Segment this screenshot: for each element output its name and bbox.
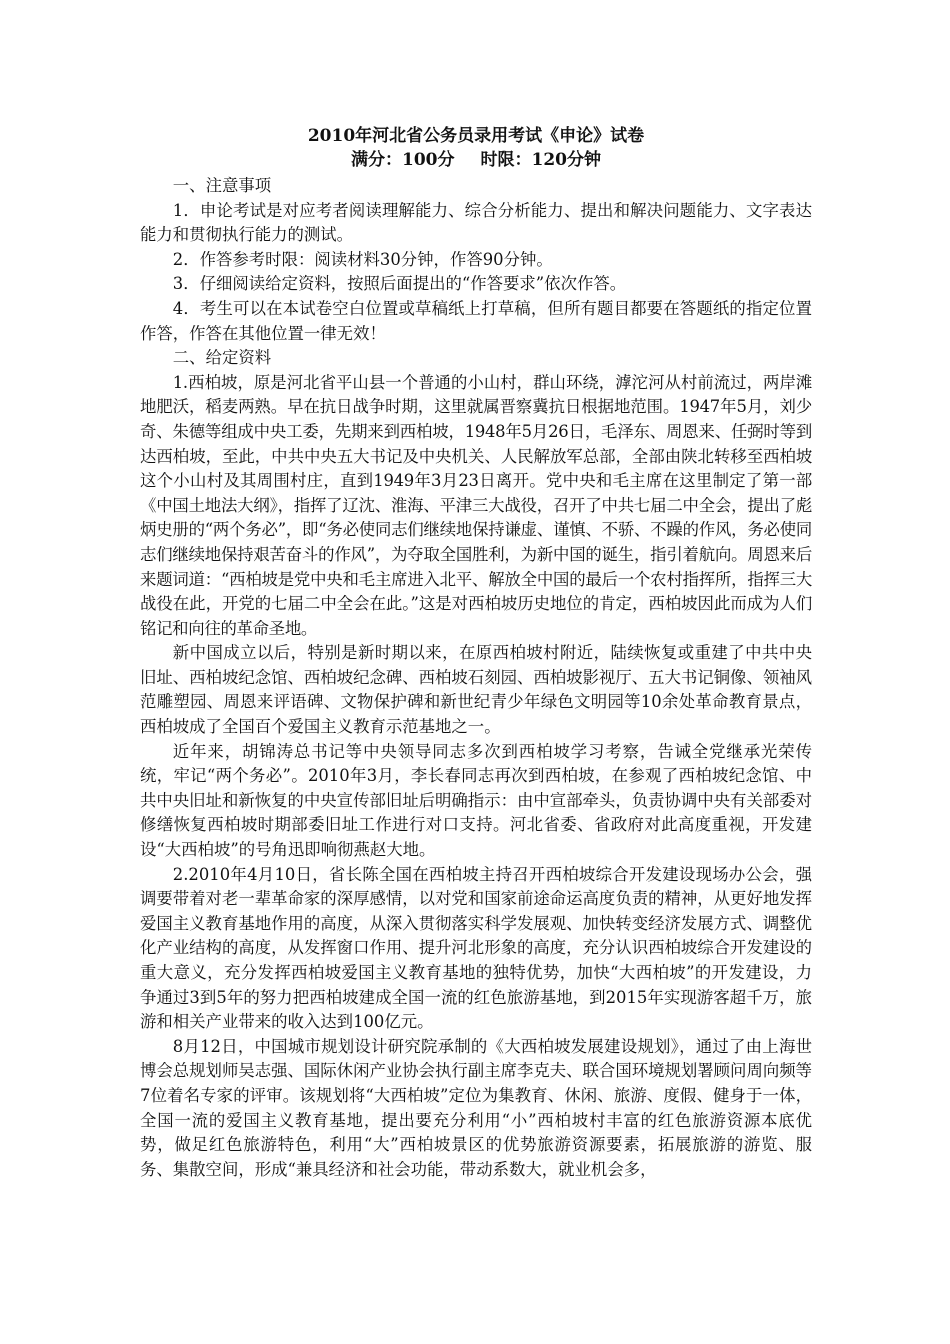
section-heading-notes: 一、注意事项 [172, 176, 272, 195]
material-paragraph-3: 近年来，胡锦涛总书记等中央领导同志多次到西柏坡学习考察，告诫全党继承光荣传统，牢记“两个务必”。2010年3月，李长春同志再次到西柏坡，在参观了西柏坡纪念馆、中共中央旧址和新恢复的中央宣传部旧址后明确指示：由中宣部牵头，负责协调中央有关部委对修缮恢复西柏坡时期部委旧址工作进行对口支持。河北省委、省政府对此高度重视，开发建设“大西柏坡”的号角迅即响彻燕赵大地。 [140, 741, 813, 860]
material-paragraph-4: 2.2010年4月10日，省长陈全国在西柏坡主持召开西柏坡综合开发建设现场办公会，强调要带着对老一辈革命家的深厚感情，以对党和国家前途命运高度负责的精神，从更好地发挥爱国主义教育基地作用的高度，从深入贯彻落实科学发展观、加快转变经济发展方式、调整优化产业结构的高度，从发挥窗口作用、提升河北形象的高度，充分认识西柏坡综合开发建设的重大意义，充分发挥西柏坡爱国主义教育基地的独特优势，加快“大西柏坡”的开发建设，力争通过3到5年的努力把西柏坡建成全国一流的红色旅游基地，到2015年实现游客超千万，旅游和相关产业带来的收入达到100亿元。 [140, 864, 813, 1032]
exam-info [140, 148, 812, 172]
section-heading-materials: 二、给定资料 [172, 348, 272, 368]
document-title: 2010年河北省公务员录用考试《申论》试卷 [307, 126, 645, 146]
note-item-2: 2．作答参考时限：阅读材料30分钟，作答90分钟。 [172, 249, 553, 269]
note-item-3: 3．仔细阅读给定资料，按照后面提出的“作答要求”依次作答。 [172, 274, 627, 294]
time-limit: 时限：120分钟 [480, 150, 601, 170]
full-score: 满分：100分 [351, 150, 455, 170]
material-paragraph-5: 8月12日，中国城市规划设计研究院承制的《大西柏坡发展建设规划》，通过了由上海世博会总规划师吴志强、国际休闲产业协会执行副主席李克夫、联合国环境规划署顾问周向频等7位着名专家的评审。该规划将“大西柏坡”定位为集教育、休闲、旅游、度假、健身于一体，全国一流的爱国主义教育基地，提出要充分利用“小”西柏坡村丰富的红色旅游资源本底优势，做足红色旅游特色，利用“大”西柏坡景区的优势旅游资源要素，拓展旅游的游览、服务、集散空间，形成“兼具经济和社会功能，带动系数大，就业机会多， [140, 1036, 813, 1179]
material-paragraph-1: 1.西柏坡，原是河北省平山县一个普通的小山村，群山环绕，滹沱河从村前流过，两岸滩地肥沃，稻麦两熟。早在抗日战争时期，这里就属晋察冀抗日根据地范围。1947年5月，刘少奇、朱德等组成中央工委，先期来到西柏坡，1948年5月26日，毛泽东、周恩来、任弼时等到达西柏坡，至此，中共中央五大书记及中央机关、人民解放军总部，全部由陕北转移至西柏坡这个小山村及其周围村庄，直到1949年3月23日离开。党中央和毛主席在这里制定了第一部《中国土地法大纲》，指挥了辽沈、淮海、平津三大战役，召开了中共七届二中全会，提出了彪炳史册的“两个务必”，即“务必使同志们继续地保持谦虚、谨慎、不骄、不躁的作风，务必使同志们继续地保持艰苦奋斗的作风”，为夺取全国胜利，为新中国的诞生，指引着航向。周恩来后来题词道：“西柏坡是党中央和毛主席进入北平、解放全中国的最后一个农村指挥所，指挥三大战役在此，开党的七届二中全会在此。”这是对西柏坡历史地位的肯定，西柏坡因此而成为人们铭记和向往的革命圣地。 [140, 372, 812, 638]
note-item-1: 1．申论考试是对应考者阅读理解能力、综合分析能力、提出和解决问题能力、文字表达能力和贯彻执行能力的测试。 [140, 200, 812, 245]
note-item-4: 4．考生可以在本试卷空白位置或草稿纸上打草稿，但所有题目都要在答题纸的指定位置作答，作答在其他位置一律无效！ [140, 298, 812, 343]
document-page [140, 124, 812, 1182]
material-paragraph-2: 新中国成立以后，特别是新时期以来，在原西柏坡村附近，陆续恢复或重建了中共中央旧址、西柏坡纪念馆、西柏坡纪念碑、西柏坡石刻园、西柏坡影视厅、五大书记铜像、领袖风范雕塑园、周恩来评语碑、文物保护碑和新世纪青少年绿色文明园等10余处革命教育景点，西柏坡成了全国百个爱国主义教育示范基地之一。 [140, 643, 813, 737]
